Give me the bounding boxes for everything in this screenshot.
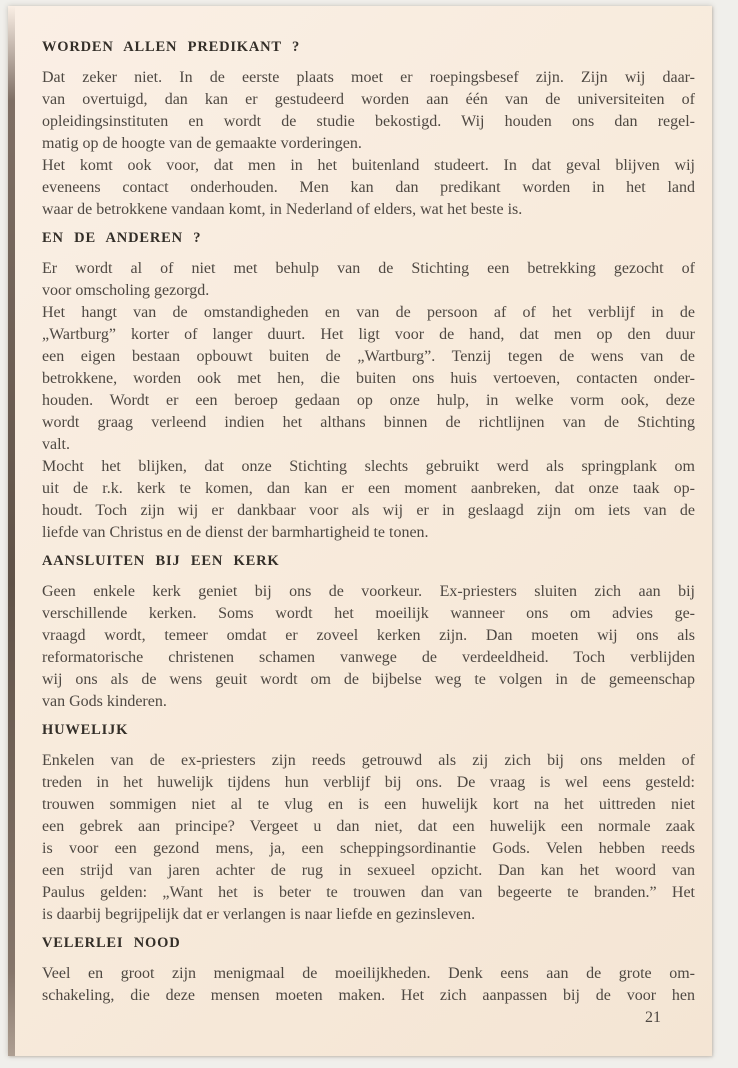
text-line: eveneens contact onderhouden. Men kan dan predikant worden in het land	[42, 179, 695, 196]
section	[42, 38, 695, 221]
text-line: valt.	[42, 436, 70, 453]
text-line: Er wordt al of niet met behulp van de Stichting een betrekking gezocht of	[42, 260, 695, 277]
page-number: 21	[645, 1009, 661, 1026]
book-page	[8, 6, 712, 1056]
text-line: houdt. Toch zijn wij er dankbaar voor als wij er in geslaagd zijn om iets van de	[42, 502, 695, 519]
text-line: Mocht het blijken, dat onze Stichting slechts gebruikt werd als springplank om	[42, 458, 695, 475]
paragraph	[42, 302, 695, 456]
text-line: voor omscholing gezorgd.	[42, 282, 210, 299]
text-line: reformatorische christenen schamen vanwege de verdeeldheid. Toch verblijden	[42, 649, 695, 666]
paragraph	[42, 456, 695, 544]
paragraph	[42, 581, 695, 713]
text-line: Enkelen van de ex-priesters zijn reeds getrouwd als zij zich bij ons melden of	[42, 752, 695, 769]
paragraph	[42, 258, 695, 302]
text-line: Paulus gelden: „Want het is beter te trouwen dan van begeerte te branden.” Het	[42, 884, 695, 901]
text-line: betrokkene, worden ook met hen, die buiten ons huis vertoeven, contacten onder-	[42, 370, 695, 387]
paragraph	[42, 750, 695, 926]
section-heading: VELERLEI NOOD	[42, 935, 181, 951]
text-line: van overtuigd, dan kan er gestudeerd worden aan één van de universiteiten of	[42, 91, 695, 108]
text-line: van Gods kinderen.	[42, 693, 167, 710]
section	[42, 721, 695, 926]
text-line: een strijd van jaren achter de rug in sexueel opzicht. Dan kan het woord van	[42, 862, 695, 879]
text-line: houden. Wordt er een beroep gedaan op onze hulp, in welke vorm ook, deze	[42, 392, 695, 409]
text-line: opleidingsinstituten en wordt de studie bekostigd. Wij houden ons dan regel-	[42, 113, 695, 130]
section	[42, 552, 695, 713]
text-line: schakeling, die deze mensen moeten maken. Het zich aanpassen bij de voor hen	[42, 987, 695, 1004]
text-line: wij ons als de wens geuit wordt om de bijbelse weg te volgen in de gemeenschap	[42, 671, 695, 688]
text-line: een gebrek aan principe? Vergeet u dan niet, dat een huwelijk een normale zaak	[42, 818, 695, 835]
text-line: wordt graag verleend indien het althans binnen de richtlijnen van de Stichting	[42, 414, 695, 431]
text-line: matig op de hoogte van de gemaakte vorderingen.	[42, 135, 362, 152]
text-line: Het komt ook voor, dat men in het buitenland studeert. In dat geval blijven wij	[42, 157, 695, 174]
text-line: Geen enkele kerk geniet bij ons de voorkeur. Ex-priesters sluiten zich aan bij	[42, 583, 695, 600]
text-line: uit de r.k. kerk te komen, dan kan er een moment aanbreken, dat onze taak op-	[42, 480, 695, 497]
section-heading: HUWELIJK	[42, 722, 129, 738]
text-line: verschillende kerken. Soms wordt het moeilijk wanneer ons om advies ge-	[42, 605, 695, 622]
text-line: trouwen sommigen niet al te vlug en is een huwelijk kort na het uittreden niet	[42, 796, 695, 813]
section	[42, 229, 695, 544]
section	[42, 934, 695, 1007]
section-heading: EN DE ANDEREN ?	[42, 230, 202, 246]
paragraph	[42, 67, 695, 155]
text-line: treden in het huwelijk tijdens hun verblijf bij ons. De vraag is wel eens gesteld:	[42, 774, 695, 791]
text-line: Dat zeker niet. In de eerste plaats moet er roepingsbesef zijn. Zijn wij daar-	[42, 69, 695, 86]
section-heading: AANSLUITEN BIJ EEN KERK	[42, 553, 280, 569]
document-body	[42, 6, 695, 1029]
text-line: een eigen bestaan opbouwt buiten de „Wartburg”. Tenzij tegen de wens van de	[42, 348, 695, 365]
text-line: Het hangt van de omstandigheden en van de persoon af of het verblijf in de	[42, 304, 695, 321]
text-line: is daarbij begrijpelijk dat er verlangen is naar liefde en gezinsleven.	[42, 906, 476, 923]
text-line: Veel en groot zijn menigmaal de moeilijkheden. Denk eens aan de grote om-	[42, 965, 695, 982]
text-line: „Wartburg” korter of langer duurt. Het ligt voor de hand, dat men op den duur	[42, 326, 695, 343]
text-line: waar de betrokkene vandaan komt, in Nederland of elders, wat het beste is.	[42, 201, 523, 218]
paragraph	[42, 963, 695, 1007]
text-line: vraagd wordt, temeer omdat er zoveel kerken zijn. Dan moeten wij ons als	[42, 627, 695, 644]
text-line: is voor een gezond mens, ja, een scheppingsordinantie Gods. Velen hebben reeds	[42, 840, 695, 857]
section-heading: WORDEN ALLEN PREDIKANT ?	[42, 39, 301, 55]
text-line: liefde van Christus en de dienst der barmhartigheid te tonen.	[42, 524, 429, 541]
paragraph	[42, 155, 695, 221]
